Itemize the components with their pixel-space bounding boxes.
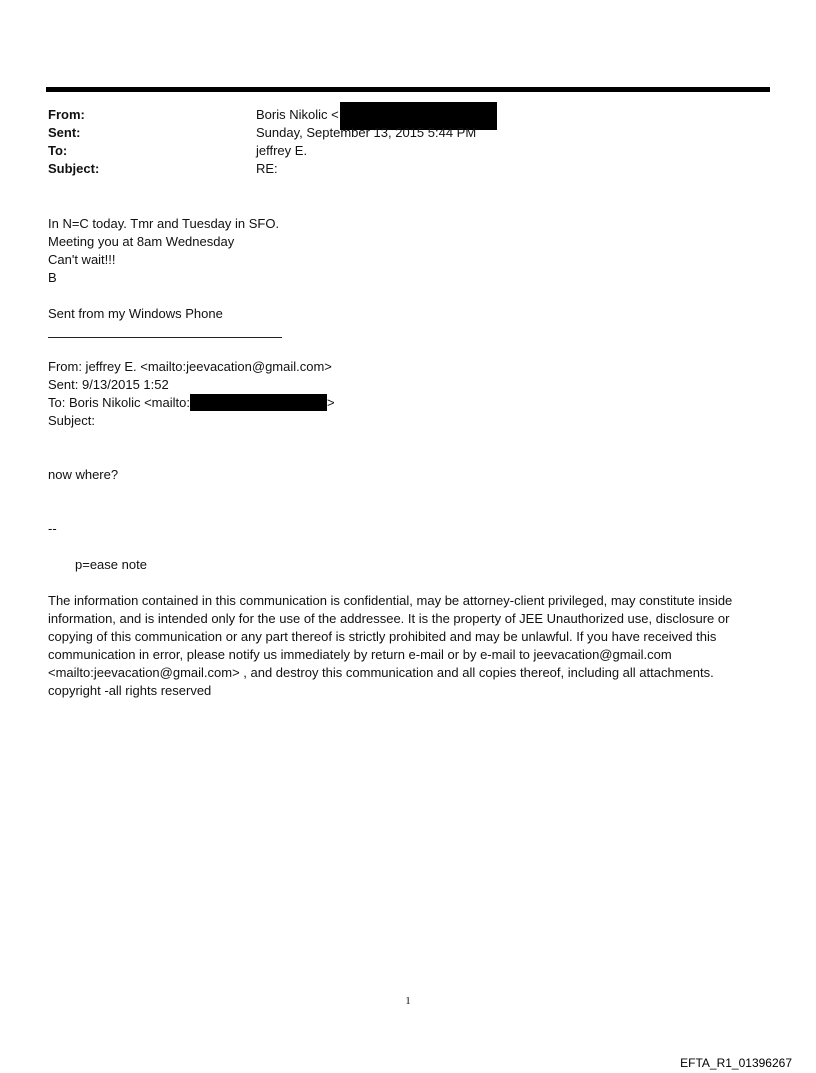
body-line: In N=C today. Tmr and Tuesday in SFO. — [48, 216, 280, 231]
subject-value: RE: — [256, 161, 278, 176]
body-line: Meeting you at 8am Wednesday — [48, 234, 235, 249]
signature: Sent from my Windows Phone — [48, 306, 223, 321]
disclaimer-text: The information contained in this communication is confidential, may be attorney-client privileged, may constitute inside information, and is intended only for the use of the addressee. It is the property of JEE Unauthorized use, disclosure or copying of this communication or any part thereof is strictly prohibited and may be unlawful. If you have received this communication in error, please notify us immediately by return e-mail or by e-mail to jeevacation@gmail.com <mailto:jeevacation@gmail.com> , and destroy this communication and all copies thereof, including all attachments. copyright -all rights reserved — [48, 593, 733, 698]
document-id: EFTA_R1_01396267 — [680, 1056, 792, 1070]
from-label: From: — [48, 107, 85, 122]
subject-label: Subject: — [48, 161, 100, 176]
redaction-box-to — [190, 394, 327, 411]
body-line: Can't wait!!! — [48, 252, 116, 267]
quoted-from: From: jeffrey E. <mailto:jeevacation@gmail.com> — [48, 359, 332, 374]
quoted-to-prefix: To: Boris Nikolic <mailto: — [48, 395, 190, 410]
to-label: To: — [48, 143, 68, 158]
header-from-row — [48, 106, 748, 124]
sent-value: Sunday, September 13, 2015 5:44 PM — [256, 125, 477, 140]
message-body — [48, 215, 279, 287]
quoted-header — [48, 358, 335, 430]
body-line: B — [48, 270, 57, 285]
quote-separator — [48, 337, 282, 338]
from-value: Boris Nikolic < — [256, 107, 339, 122]
email-header — [48, 106, 748, 178]
quoted-reply: now where? — [48, 467, 119, 482]
header-to-row — [48, 142, 748, 160]
header-subject-row — [48, 160, 748, 178]
note-line: p=ease note — [75, 557, 147, 572]
page-number: 1 — [405, 995, 411, 1007]
to-value: jeffrey E. — [256, 143, 308, 158]
signature-dashes: -- — [48, 521, 57, 536]
quoted-sent: Sent: 9/13/2015 1:52 — [48, 377, 169, 392]
quoted-to — [48, 394, 335, 412]
sent-label: Sent: — [48, 125, 81, 140]
quoted-subject: Subject: — [48, 413, 95, 428]
header-sent-row — [48, 124, 748, 142]
header-rule — [46, 87, 770, 92]
quoted-to-suffix: > — [326, 395, 335, 410]
